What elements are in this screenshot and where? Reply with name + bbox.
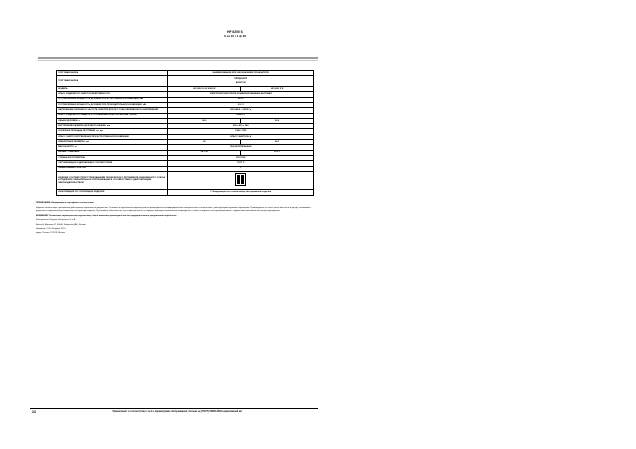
spec-value: 1340 / 1350: [168, 129, 314, 134]
spec-label: МАССА НЕТТО, кг: [57, 145, 168, 150]
spec-value: 395 х 410 х 340: [168, 124, 314, 129]
spec-value: 24 / 2: [168, 97, 314, 102]
spec-label: ИНФОРМАЦИЯ ПО УТИЛИЗАЦИИ ИЗДЕЛИЯ: [57, 190, 168, 195]
footnote: Виале А. Мерлони 47, 60044, Фабриано (АН), Италия: [36, 223, 86, 226]
spec-label: ОБЪЕМ ДУХОВКИ, л: [57, 118, 168, 123]
spec-label: ПОЛЕЗНАЯ ПЛОЩАДЬ ПРОТИВНЯ, кв. дм: [57, 129, 168, 134]
spec-value: ЭЛЕКТРИЧЕСКАЯ ПЛИТА КОМБИНИРОВАННАЯ БЫТОВАЯ: [168, 92, 314, 97]
spec-label: КЛАСС ЭНЕРГОПОТРЕБЛЕНИЯ ПРИ ЕСТЕСТВЕННОЙ КОНВЕКЦИИ: [57, 134, 168, 139]
left-header-subtitle: 6 из 10 / 1 ф 48: [224, 34, 246, 39]
spec-value: 1. Информация по техническому обслуживанию изделия: [168, 190, 314, 195]
footnote: Импортер: ООО «Индезит РУС»: [36, 227, 67, 230]
spec-label: СЕРТИФИКАЦИЯ И ДЕКЛАРАЦИЯ СООТВЕТСТВИЯ: [57, 161, 168, 166]
energy-label-icon: [168, 171, 314, 190]
spec-value: Ш: [168, 140, 241, 145]
spec-value: КЛАСС ЭНЕРГИИ: A: [168, 134, 314, 139]
spec-label: ТОРГОВАЯ МАРКА: [57, 76, 168, 87]
spec-value: ВхГ: [241, 140, 314, 145]
spec-label: ТОРГОВАЯ МАРКА: [57, 71, 168, 76]
spec-label: ГАРАНТИЙНЫЙ СРОК, лет: [57, 166, 168, 171]
spec-value: HF 6201 X R: [241, 87, 314, 92]
spec-value: 220-240 В ~ 50/60 Гц: [168, 108, 314, 113]
spec-value: ГОСТ Р: [168, 161, 314, 166]
spec-label: ВНУТРЕННИЕ РАЗМЕРЫ ДУХОВОГО ШКАФА, мм: [57, 124, 168, 129]
spec-label: КЛАСС ИЗДЕЛИЯ ПО ЭНЕРГОЭФФЕКТИВНОСТИ: [57, 92, 168, 97]
spec-value: 56,0: [241, 118, 314, 123]
right-page: [318, 0, 636, 449]
specifications-table: [56, 70, 314, 196]
left-page-header: [190, 30, 280, 39]
spec-value: 50 х 1: [241, 150, 314, 155]
spec-label: КЛАСС ИЗДЕЛИЯ ПО ЗАЩИТЕ ОТ ПОРАЖЕНИЯ ЭЛЕКТРИЧЕСКИМ ТОКОМ: [57, 113, 168, 118]
spec-value: РОССИЯ: [168, 155, 314, 160]
left-header-rule-thin: [38, 60, 318, 61]
spec-value: 1: [168, 166, 314, 171]
footnote: ПРИМЕЧАНИЕ: Информация о сертификате соответствия: [36, 202, 94, 204]
footnote: адрес: Россия, 127018, Москва: [36, 231, 65, 234]
table-row: [57, 76, 314, 87]
table-row: [57, 190, 314, 195]
spec-header: НАИМЕНОВАНИЕ ИЛИ ОБОЗНАЧЕНИЕ ПОКАЗАТЕЛЯ: [168, 71, 314, 76]
left-footer-rule: [30, 408, 318, 409]
spec-value: HF 6200 S, HF 6200 W: [168, 87, 241, 92]
spec-label: ГАБАРИТНЫЕ РАЗМЕРЫ, мм: [57, 140, 168, 145]
spec-label: ИЗДЕЛИЕ СООТВЕТСТВУЕТ ТРЕБОВАНИЯМ ТЕХНИЧЕСКОГО РЕГЛАМЕНТА ТАМОЖЕННОГО СОЮЗА И ПОДЛЕЖИТ ОБЯЗАТЕЛЬНОЙ СЕРТИФИКАЦИИ В СООТВЕТСТВИИ С ДЕЙСТВУЮЩИМ ЗАКОНОДАТЕЛЬСТВОМ: [57, 171, 168, 190]
spec-value: ГАЗ НАТУРАЛЬНЫЙ: [168, 145, 314, 150]
footnote: Изготовитель: Индезит Интернэшнл С.п.А.: [36, 219, 76, 222]
spec-value: 56,0: [168, 118, 241, 123]
table-row: [57, 171, 314, 190]
spec-label: ПОТРЕБЛЯЕМАЯ МОЩНОСТЬ ДУХОВКИ ПРИ ЕСТЕСТВЕННОЙ КОНВЕКЦИИ, кВт: [57, 97, 168, 102]
spec-value: 0,9 / 2: [168, 102, 314, 107]
spec-label: НАПРЯЖЕНИЕ ПИТАНИЯ И ЧАСТОТА ЭЛЕКТРИЧЕСКОГО ТОКА ПЕРЕМЕННОГО НАПРЯЖЕНИЯ: [57, 108, 168, 113]
spec-value: КЛАСС I: [168, 113, 314, 118]
spec-label: МОДЕЛЬ: [57, 87, 168, 92]
spec-value: 50 х 50: [168, 150, 241, 155]
spec-label: РАЗМЕР УПАКОВКИ: [57, 150, 168, 155]
footnote: ВНИМАНИЕ! Технические характеристики изделия могут быть изменены производителем без предварительного уведомления потребителя.: [36, 215, 177, 218]
left-footer-text: Примечание: в соответствии с №1 и параметрами обслуживания, больше не (ГОСТ) 50696-2006 нормативный акт: [112, 411, 243, 413]
left-header-rule: [38, 57, 318, 59]
left-page-number: 24: [32, 410, 36, 414]
spec-value-brand: Hotpoint ARISTON: [168, 76, 314, 87]
left-header-model: HF 6200 S: [227, 30, 243, 34]
footnote: Изделие соответствует требованиям действующих нормативных документов. Установка и подключение изделия должны производиться квалифицированным специалистом в соответствии с действующими нормами и правилами. Производитель не несет ответственности за ущерб, возникший в результате неправильной установки или эксплуатации изделия. Гарантийные обязательства не распространяются на изделия, имеющие механические повреждения, а также на изделия, эксплуатировавшиеся с нарушением требований настоящего руководства.: [36, 207, 311, 212]
spec-label: СТРАНА-ИЗГОТОВИТЕЛЬ: [57, 155, 168, 160]
left-footnotes: [36, 202, 318, 235]
spec-label: ПОТРЕБЛЯЕМАЯ МОЩНОСТЬ ДУХОВКИ ПРИ ПРИНУДИТЕЛЬНОЙ КОНВЕКЦИИ, кВт: [57, 102, 168, 107]
